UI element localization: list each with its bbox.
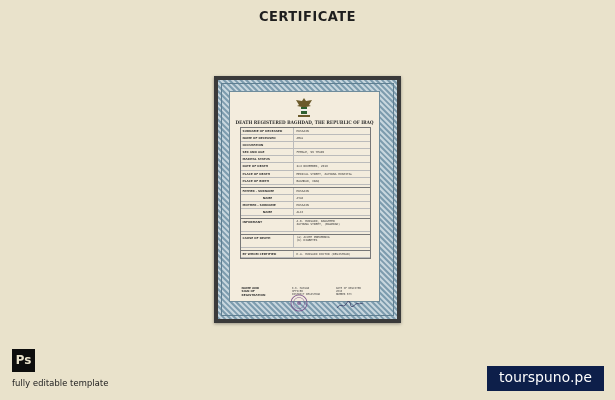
registration-line: NUMBER 873 [336, 293, 352, 297]
row-value [294, 156, 297, 162]
registration-line: DISTRICT REGISTRAR [292, 293, 321, 297]
table-row [241, 171, 370, 178]
table-row [241, 149, 370, 156]
certificate-heading: DEATH REGISTERED BAGHDAD, THE REPUBLIC OF IRAQ [235, 120, 374, 125]
row-value: BAGHDAD, IRAQ [296, 178, 320, 183]
row-label: NAME [241, 195, 294, 201]
registration-date [336, 287, 361, 297]
row-label: SURNAME OF DECEASED [241, 128, 294, 134]
table-row [241, 142, 370, 149]
cause-line: (b) DIABETES [296, 238, 318, 243]
cause-line: (a) ACUTE PNEUMONIA [296, 235, 330, 239]
informant-line: ZAYOUNA STREET, (BAGHDAD) [296, 222, 341, 227]
row-label: SEX AND AGE [241, 149, 294, 155]
row-label: MARITAL STATUS [241, 156, 294, 162]
row-label: INFORMANT [241, 219, 294, 231]
signature-icon [336, 300, 364, 310]
table-row [241, 234, 370, 248]
table-row [241, 135, 370, 142]
row-value [294, 235, 330, 247]
row-value: ALIA [296, 210, 304, 215]
row-label: CAUSE OF DEATH [241, 235, 294, 247]
certificate-paper [229, 91, 380, 302]
row-value: HUSSAIN [296, 188, 309, 193]
table-row [241, 195, 370, 202]
brand-badge[interactable]: tourspuno.pe [487, 366, 604, 391]
official-seal-icon [290, 294, 308, 312]
row-value: FEMALE, 99 YEARS [296, 150, 325, 155]
row-label: BY WHOM CERTIFIED [241, 251, 294, 257]
row-value: AMAL [296, 136, 304, 141]
registration-line: DATE OF REGISTER [336, 287, 361, 290]
table-row [241, 202, 370, 209]
table-row [241, 128, 370, 135]
row-label: MOTHER - SURNAME [241, 202, 294, 208]
certificate-image [214, 76, 401, 323]
row-label: FATHER - SURNAME [241, 188, 294, 194]
template-caption: fully editable template [12, 379, 109, 389]
table-row [241, 209, 370, 216]
row-value: 2nd NOVEMBER, 2010 [296, 164, 328, 169]
table-row [241, 218, 370, 232]
row-value: AYAD [296, 195, 304, 200]
row-label: NAME OF DECEASED [241, 135, 294, 141]
table-row [241, 187, 370, 195]
row-value: HUSSAIN [296, 129, 309, 133]
row-label: PLACE OF DEATH [241, 171, 294, 177]
eagle-emblem-icon [294, 96, 314, 118]
photoshop-icon: Ps [12, 349, 35, 372]
row-value [294, 219, 341, 231]
row-value: MEDICAL STREET, ZAYOUNA HOSPITAL [296, 171, 353, 176]
row-label: OCCUPATION [241, 142, 294, 148]
registration-line: OFFICER [292, 290, 303, 294]
row-label: DATE OF DEATH [241, 163, 294, 169]
registration-block [240, 284, 369, 307]
page-title: CERTIFICATE [258, 10, 357, 25]
table-row [241, 163, 370, 170]
registration-label: NAME AND SIGN OF REGISTRATION [241, 286, 266, 297]
row-label: NAME [241, 209, 294, 215]
table-row [241, 250, 370, 258]
registration-line: 2010 [336, 290, 343, 294]
registration-line: K.K. HASSAN [292, 287, 310, 290]
certificate-table [240, 127, 371, 259]
row-value [294, 142, 297, 148]
informant-line: A.K. HUSSAIN, DAUGHTER [296, 219, 335, 223]
row-label: PLACE OF BIRTH [241, 178, 294, 184]
row-value: K.A. HUSSAIN DOCTOR (REGISTRAR) [296, 252, 351, 257]
table-row [241, 178, 370, 185]
table-row [241, 156, 370, 163]
row-value: HUSSAIN [296, 202, 309, 207]
